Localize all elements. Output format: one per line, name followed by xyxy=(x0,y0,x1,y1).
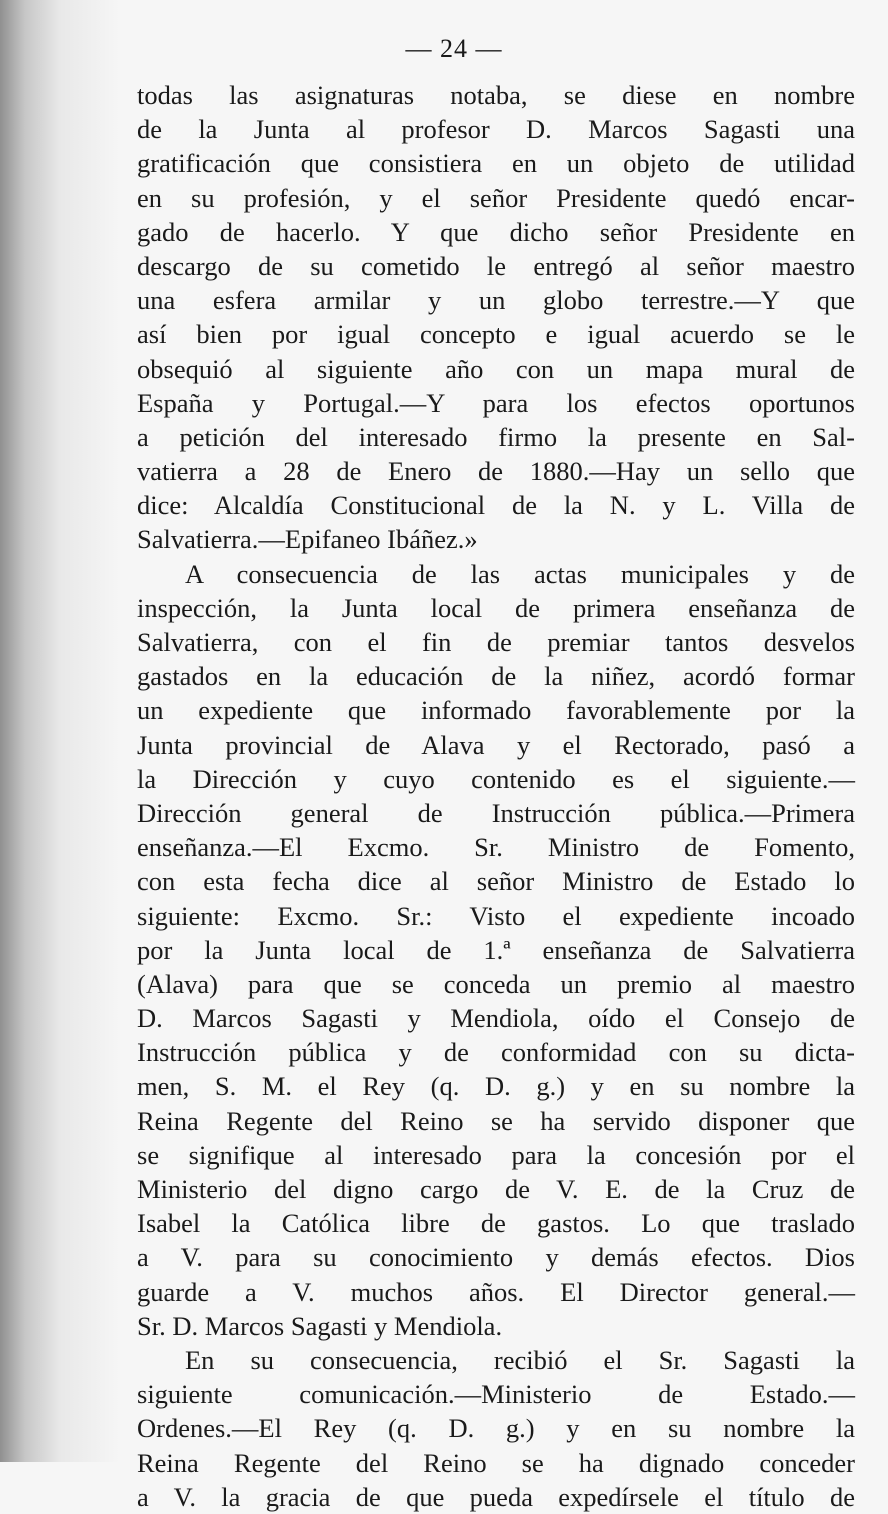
text-line: así bien por igual concepto e igual acuerdo se le xyxy=(137,319,855,350)
paragraph-end-line: Salvatierra.—Epifaneo Ibáñez.» xyxy=(137,524,478,555)
text-line: Dirección general de Instrucción pública.—Primera xyxy=(137,797,855,828)
text-line: D. Marcos Sagasti y Mendiola, oído el Consejo de xyxy=(137,1003,855,1034)
text-line: Salvatierra, con el fin de premiar tantos desvelos xyxy=(137,627,855,657)
text-line: Ordenes.—El Rey (q. D. g.) y en su nombre la xyxy=(137,1413,855,1444)
paragraph-start-line: En su consecuencia, recibió el Sr. Sagasti la xyxy=(185,1344,855,1375)
text-line: Reina Regente del Reino se ha dignado conceder xyxy=(137,1447,855,1478)
text-line: obsequió al siguiente año con un mapa mural de xyxy=(137,353,855,384)
text-line: con esta fecha dice al señor Ministro de Estado lo xyxy=(137,866,855,897)
page-number: — 24 — xyxy=(405,34,503,63)
text-line: por la Junta local de 1.ª enseñanza de Salvatierra xyxy=(137,934,855,965)
text-line: gastados en la educación de la niñez, acordó formar xyxy=(137,661,855,692)
text-line: en su profesión, y el señor Presidente quedó encar- xyxy=(137,182,855,213)
text-line: España y Portugal.—Y para los efectos oportunos xyxy=(137,387,855,418)
text-line: vatierra a 28 de Enero de 1880.—Hay un sello que xyxy=(137,456,855,487)
text-line: guarde a V. muchos años. El Director general.— xyxy=(137,1276,855,1307)
text-line: a petición del interesado firmo la presente en Sal- xyxy=(137,421,855,452)
text-line: Junta provincial de Alava y el Rectorado, pasó a xyxy=(137,729,855,760)
text-line: Reina Regente del Reino se ha servido disponer que xyxy=(137,1105,855,1136)
paragraph-end-line: Sr. D. Marcos Sagasti y Mendiola. xyxy=(137,1310,503,1341)
text-line: gratificación que consistiera en un objeto de utilidad xyxy=(137,148,855,179)
text-line: la Dirección y cuyo contenido es el siguiente.— xyxy=(137,763,855,794)
text-line: a V. la gracia de que pueda expedírsele el título de xyxy=(137,1481,855,1512)
text-line: Ministerio del digno cargo de V. E. de la Cruz de xyxy=(137,1174,855,1204)
text-line: a V. para su conocimiento y demás efectos. Dios xyxy=(137,1242,855,1273)
text-line: siguiente comunicación.—Ministerio de Estado.— xyxy=(137,1379,855,1410)
text-line: Isabel la Católica libre de gastos. Lo que traslado xyxy=(137,1208,855,1239)
text-line: descargo de su cometido le entregó al señor maestro xyxy=(137,250,855,281)
text-line: siguiente: Excmo. Sr.: Visto el expediente incoado xyxy=(137,900,855,931)
scan-gutter-shadow xyxy=(0,0,120,1462)
text-line: una esfera armilar y un globo terrestre.—Y que xyxy=(137,285,855,316)
text-line: men, S. M. el Rey (q. D. g.) y en su nombre la xyxy=(137,1071,855,1102)
text-line: un expediente que informado favorablemente por la xyxy=(137,695,855,726)
text-line: inspección, la Junta local de primera enseñanza de xyxy=(137,592,855,623)
body-text xyxy=(137,78,855,1514)
text-line: gado de hacerlo. Y que dicho señor Presidente en xyxy=(137,216,855,247)
text-line: enseñanza.—El Excmo. Sr. Ministro de Fomento, xyxy=(137,832,855,863)
text-line: se signifique al interesado para la concesión por el xyxy=(137,1139,855,1170)
paragraph-start-line: A consecuencia de las actas municipales y de xyxy=(185,558,855,589)
text-line: Instrucción pública y de conformidad con su dicta- xyxy=(137,1037,855,1068)
text-line: (Alava) para que se conceda un premio al maestro xyxy=(137,968,855,999)
text-line: de la Junta al profesor D. Marcos Sagasti una xyxy=(137,114,855,145)
text-line: dice: Alcaldía Constitucional de la N. y L. Villa de xyxy=(137,490,855,521)
text-line: todas las asignaturas notaba, se diese en nombre xyxy=(137,80,855,110)
